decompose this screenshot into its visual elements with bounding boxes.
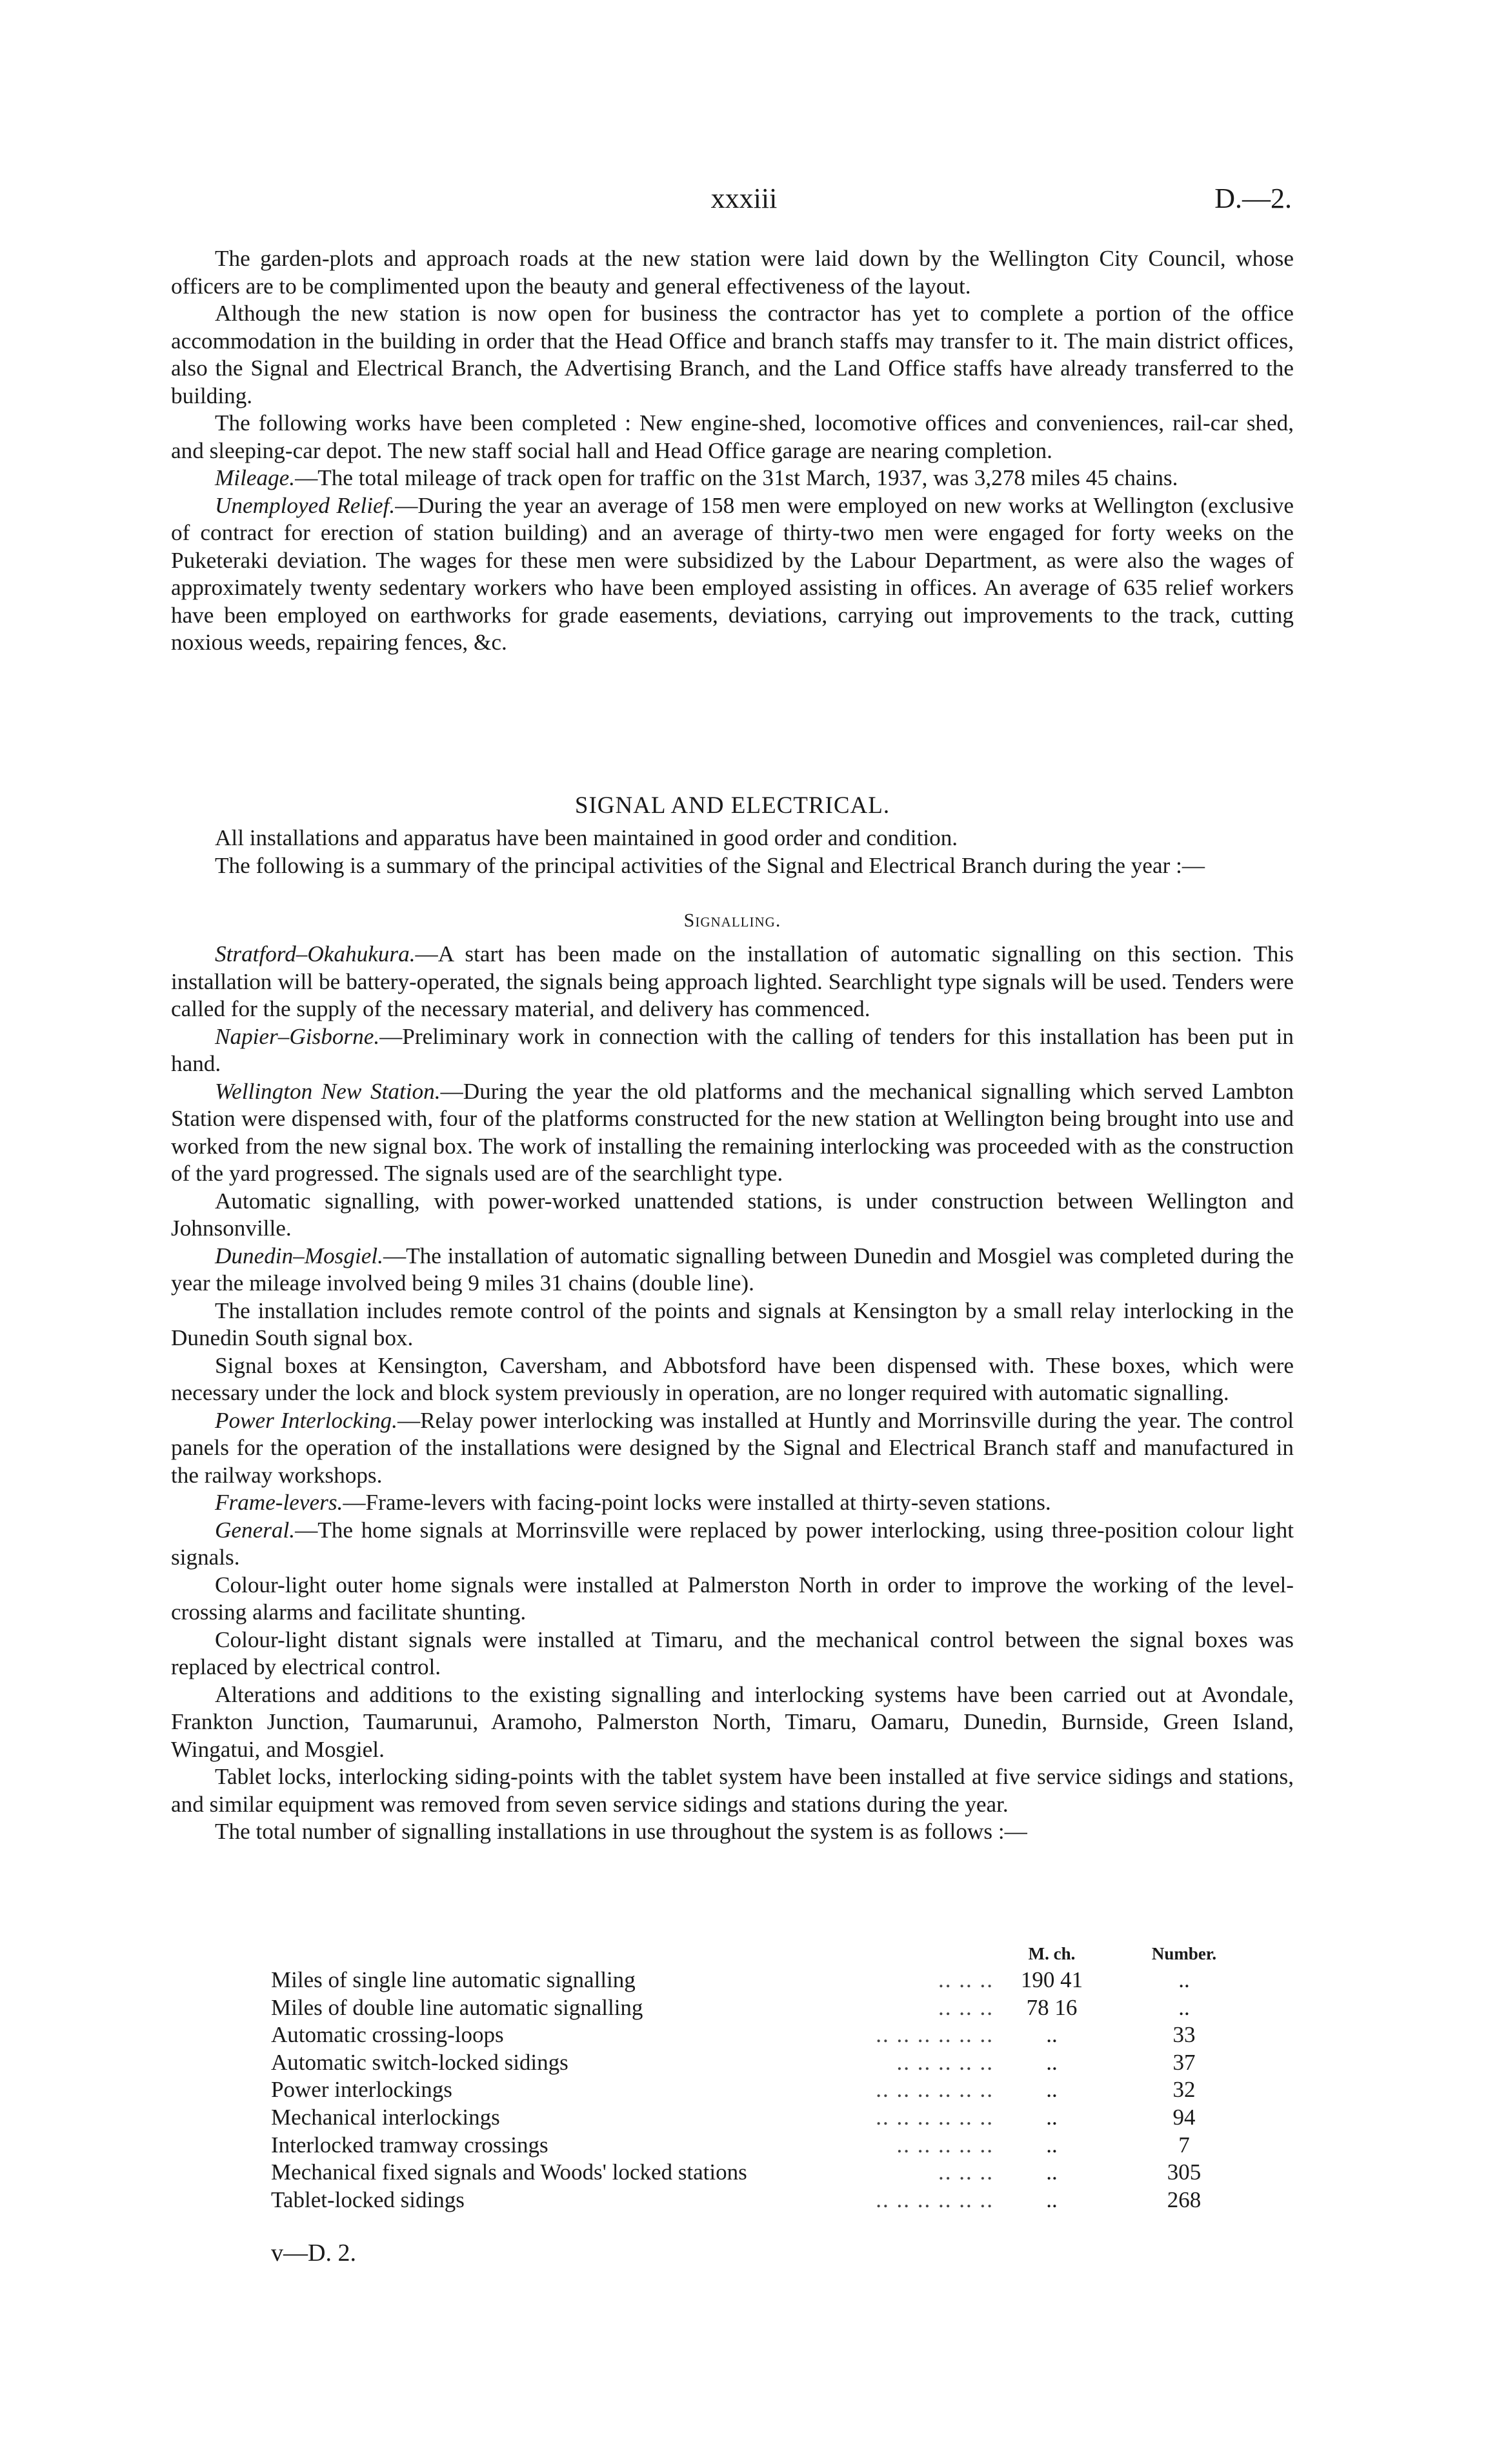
wellington-text: —During the year the old platforms and the mechanical signalling which served Lambton Station were dispensed with, four of the platforms constructed for the new station at Wellington being brought into use and worked from the new signal box. The work of installing the remaining interlocking was proceeded with as the construction of the yard progressed. The signals used are of the searchlight type.	[171, 1078, 1294, 1186]
leader-dots: .. .. .. .. .. ..	[876, 2022, 994, 2048]
mileage-text: —The total mileage of track open for traffic on the 31st March, 1937, was 3,278 miles 45 chains.	[295, 465, 1178, 490]
paragraph-frame-levers	[171, 1489, 1294, 1517]
dunedin-text: —The installation of automatic signalling between Dunedin and Mosgiel was completed during the year the mileage involved being 9 miles 31 chains (double line).	[171, 1243, 1294, 1296]
leader-dots: .. .. .. .. .. ..	[876, 2077, 994, 2103]
row-label: Automatic switch-locked sidings	[271, 2049, 568, 2075]
row-mch: ..	[1046, 2049, 1058, 2075]
paragraph-general	[171, 1517, 1294, 1572]
stratford-lead: Stratford–Okahukura.	[215, 941, 416, 967]
table-row	[0, 2076, 1488, 2104]
row-label: Mechanical interlockings	[271, 2104, 500, 2130]
footer-code: v—D. 2.	[271, 2239, 356, 2267]
leader-dots: .. .. .. .. .. ..	[876, 2104, 994, 2130]
column-header-mch: M. ch.	[1028, 1944, 1076, 1963]
row-mch: ..	[1046, 2077, 1058, 2103]
paragraph-mileage	[171, 465, 1294, 492]
intro-block	[171, 245, 1294, 657]
row-mch: ..	[1046, 2159, 1058, 2185]
paragraph-remote-control: The installation includes remote control of the points and signals at Kensington by a small relay interlocking in the Dunedin South signal box.	[171, 1297, 1294, 1350]
leader-dots: .. .. .. .. .. ..	[876, 2187, 994, 2212]
row-mch: ..	[1046, 2132, 1058, 2158]
relief-lead: Unemployed Relief.	[215, 492, 396, 518]
row-label: Automatic crossing-loops	[271, 2022, 504, 2048]
column-header-number: Number.	[1151, 1944, 1217, 1963]
paragraph-tablet-locks: Tablet locks, interlocking siding-points with the tablet system have been installed at five service sidings and stations, and similar equipment was removed from seven service sidings and stations during the year.	[171, 1764, 1294, 1817]
relief-text: —During the year an average of 158 men were employed on new works at Wellington (exclusive of contract for erection of station building) and an average of thirty-two men were engaged for forty weeks on the Puketeraki deviation. The wages for these men were subsidized by the Labour Department, as were also the wages of approximately twenty sedentary workers who have been employed assisting in offices. An average of 635 relief workers have been employed on earthworks for grade easements, deviations, carrying out improvements to the track, cutting noxious weeds, repairing fences, &c.	[171, 492, 1294, 655]
napier-lead: Napier–Gisborne.	[215, 1023, 380, 1049]
frame-text: —Frame-levers with facing-point locks were installed at thirty-seven stations.	[343, 1490, 1051, 1515]
section-title: SIGNAL AND ELECTRICAL.	[574, 792, 890, 819]
paragraph-unemployed-relief	[171, 492, 1294, 657]
paragraph-automatic: Automatic signalling, with power-worked unattended stations, is under construction between Wellington and Johnsonville.	[171, 1188, 1294, 1241]
table-header	[0, 1944, 1488, 1967]
row-label: Interlocked tramway crossings	[271, 2132, 548, 2158]
dunedin-lead: Dunedin–Mosgiel.	[215, 1243, 383, 1268]
leader-dots: .. .. ..	[938, 1967, 994, 1992]
paragraph-distant-signals: Colour-light distant signals were installed at Timaru, and the mechanical control between the signal boxes was replaced by electrical control.	[171, 1627, 1294, 1679]
row-number: ..	[1178, 1994, 1190, 2020]
row-mch: 78 16	[1026, 1994, 1078, 2020]
leader-dots: .. .. .. .. ..	[896, 2049, 994, 2075]
paragraph-works-completed: The following works have been completed : New engine-shed, locomotive offices and conveniences, rail-car shed, and sleeping-car depot. The new staff social hall and Head Office garage are nearing completion.	[171, 410, 1294, 463]
row-number: 94	[1172, 2104, 1196, 2130]
mileage-lead: Mileage.	[215, 465, 296, 490]
leader-dots: .. .. .. .. ..	[896, 2132, 994, 2158]
document-reference: D.—2.	[1214, 183, 1292, 214]
stratford-text: —A start has been made on the installation of automatic signalling on this section. This installation will be battery-operated, the signals being approach lighted. Searchlight type signals will be used. Tenders were called for the supply of the necessary material, and delivery has commenced.	[171, 941, 1294, 1021]
row-label: Miles of single line automatic signalling	[271, 1967, 636, 1992]
paragraph-outer-home-signals: Colour-light outer home signals were installed at Palmerston North in order to improve the working of the level-crossing alarms and facilitate shunting.	[171, 1572, 1294, 1625]
table-row	[0, 2132, 1488, 2159]
row-number: ..	[1178, 1967, 1190, 1992]
wellington-lead: Wellington New Station.	[215, 1078, 441, 1104]
sub-title-signalling: Signalling.	[683, 910, 781, 931]
table-row	[0, 2049, 1488, 2077]
general-lead: General.	[215, 1517, 296, 1543]
row-label: Power interlockings	[271, 2077, 452, 2103]
row-number: 32	[1172, 2077, 1196, 2103]
general-text: —The home signals at Morrinsville were replaced by power interlocking, using three-position colour light signals.	[171, 1517, 1294, 1570]
paragraph-stratford	[171, 941, 1294, 1023]
row-mch: ..	[1046, 2187, 1058, 2212]
row-number: 37	[1172, 2049, 1196, 2075]
paragraph-wellington	[171, 1078, 1294, 1188]
table-row	[0, 1967, 1488, 1994]
table-row	[0, 1994, 1488, 2022]
table-row	[0, 2187, 1488, 2214]
frame-lead: Frame-levers.	[215, 1490, 343, 1515]
table-row	[0, 2021, 1488, 2049]
leader-dots: .. .. ..	[938, 1994, 994, 2020]
row-label: Tablet-locked sidings	[271, 2187, 465, 2212]
row-label: Mechanical fixed signals and Woods' locked stations	[271, 2159, 747, 2185]
paragraph-installations: All installations and apparatus have been maintained in good order and condition.	[215, 825, 958, 850]
row-label: Miles of double line automatic signalling	[271, 1994, 643, 2020]
paragraph-new-station: Although the new station is now open for business the contractor has yet to complete a portion of the office accommodation in the building in order that the Head Office and branch staffs may transfer to it. The main district offices, also the Signal and Electrical Branch, the Advertising Branch, and the Land Office staffs have already transferred to the building.	[171, 301, 1294, 408]
napier-text: —Preliminary work in connection with the calling of tenders for this installation has been put in hand.	[171, 1023, 1294, 1076]
paragraph-power-interlocking	[171, 1407, 1294, 1490]
table-row	[0, 2159, 1488, 2187]
paragraph-garden-plots: The garden-plots and approach roads at the new station were laid down by the Wellington City Council, whose officers are to be complimented upon the beauty and general effectiveness of the layout.	[171, 246, 1294, 299]
section-intro-block	[171, 825, 1294, 879]
paragraph-summary: The following is a summary of the principal activities of the Signal and Electrical Branch during the year :—	[215, 852, 1205, 878]
row-mch: 190 41	[1020, 1967, 1083, 1992]
paragraph-total-installations: The total number of signalling installations in use throughout the system is as follows :—	[215, 1819, 1027, 1844]
paragraph-dunedin	[171, 1243, 1294, 1297]
paragraph-signal-boxes: Signal boxes at Kensington, Caversham, and Abbotsford have been dispensed with. These boxes, which were necessary under the lock and block system previously in operation, are no longer required with automatic signalling.	[171, 1352, 1294, 1405]
row-mch: ..	[1046, 2022, 1058, 2048]
row-mch: ..	[1046, 2104, 1058, 2130]
row-number: 7	[1178, 2132, 1190, 2158]
row-number: 305	[1167, 2159, 1201, 2185]
leader-dots: .. .. ..	[938, 2159, 994, 2185]
installations-table	[0, 1967, 1488, 2214]
signalling-block	[171, 941, 1294, 1846]
row-number: 268	[1167, 2187, 1201, 2212]
page-number: xxxiii	[710, 183, 778, 214]
table-row	[0, 2104, 1488, 2132]
paragraph-napier	[171, 1023, 1294, 1078]
power-lead: Power Interlocking.	[215, 1407, 397, 1433]
row-number: 33	[1172, 2022, 1196, 2048]
power-text: —Relay power interlocking was installed at Huntly and Morrinsville during the year. The control panels for the operation of the installations were designed by the Signal and Electrical Branch staff and manufactured in the railway workshops.	[171, 1407, 1294, 1488]
paragraph-alterations: Alterations and additions to the existing signalling and interlocking systems have been carried out at Avondale, Frankton Junction, Taumarunui, Aramoho, Palmerston North, Timaru, Oamaru, Dunedin, Burnside, Green Island, Wingatui, and Mosgiel.	[171, 1681, 1294, 1762]
